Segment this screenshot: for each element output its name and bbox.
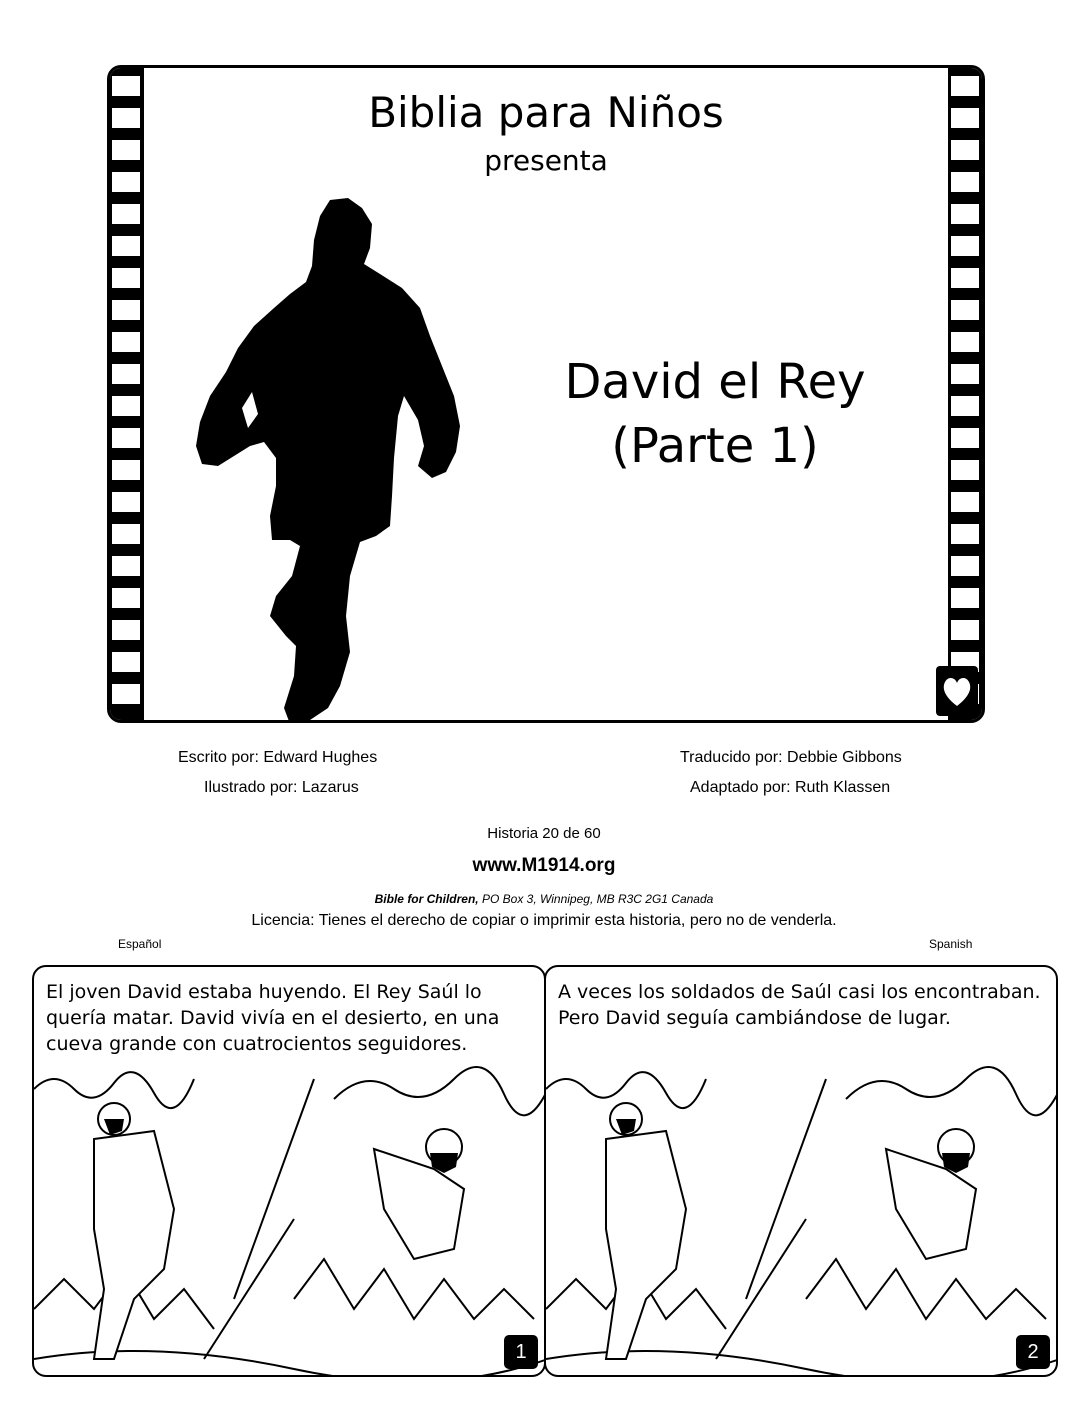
written-by: Escrito por: Edward Hughes: [178, 749, 378, 766]
language-label-left: Español: [118, 937, 162, 951]
story-title-line-1: David el Rey: [564, 354, 866, 410]
adapted-by: Adaptado por: Ruth Klassen: [690, 779, 891, 796]
address-rest: PO Box 3, Winnipeg, MB R3C 2G1 Canada: [478, 892, 714, 906]
film-hole: [951, 364, 979, 384]
film-hole: [112, 332, 140, 352]
address-org: Bible for Children,: [374, 892, 479, 906]
story-number: Historia 20 de 60: [487, 825, 601, 842]
film-hole: [951, 492, 979, 512]
story-panel-1: [32, 965, 546, 1377]
film-hole: [112, 268, 140, 288]
film-hole: [951, 460, 979, 480]
film-hole: [951, 332, 979, 352]
film-hole: [951, 588, 979, 608]
film-hole: [112, 396, 140, 416]
film-hole: [112, 204, 140, 224]
film-hole: [112, 620, 140, 640]
heart-logo-icon: [936, 666, 978, 716]
film-hole: [951, 236, 979, 256]
film-hole: [112, 524, 140, 544]
film-hole: [112, 588, 140, 608]
film-hole: [112, 236, 140, 256]
illustration-david-fleeing: [546, 1059, 1058, 1377]
page-number: 2: [1016, 1335, 1050, 1369]
film-hole: [951, 620, 979, 640]
license-text: Licencia: Tienes el derecho de copiar o imprimir esta historia, pero no de venderla.: [251, 912, 837, 929]
film-hole: [112, 460, 140, 480]
film-hole: [951, 396, 979, 416]
film-hole: [112, 364, 140, 384]
illustrated-by: Ilustrado por: Lazarus: [204, 779, 359, 796]
film-hole: [112, 556, 140, 576]
cover-frame: [107, 65, 985, 723]
film-hole: [951, 524, 979, 544]
film-hole: [951, 300, 979, 320]
address-line: [0, 892, 1088, 906]
story-panel-2: [544, 965, 1058, 1377]
language-label-right: Spanish: [929, 937, 973, 951]
film-hole: [112, 428, 140, 448]
presents-label: presenta: [484, 144, 608, 177]
film-hole: [951, 268, 979, 288]
film-hole: [112, 300, 140, 320]
illustration-david-fleeing: [34, 1059, 546, 1377]
film-hole: [112, 492, 140, 512]
series-title: Biblia para Niños: [368, 88, 724, 137]
website-link[interactable]: www.M1914.org: [472, 855, 616, 876]
story-title: [540, 350, 890, 478]
panel-text: El joven David estaba huyendo. El Rey Saúl lo quería matar. David vivía en el desierto, en una cueva grande con cuatrocientos seguidores.: [46, 981, 500, 1055]
panel-text: A veces los soldados de Saúl casi los encontraban. Pero David seguía cambiándose de lugar.: [558, 981, 1041, 1029]
film-hole: [951, 556, 979, 576]
film-hole: [951, 428, 979, 448]
page-number: 1: [504, 1335, 538, 1369]
film-hole: [112, 684, 140, 704]
film-hole: [951, 204, 979, 224]
translated-by: Traducido por: Debbie Gibbons: [680, 749, 902, 766]
film-hole: [112, 652, 140, 672]
running-man-silhouette: [180, 196, 510, 723]
story-title-line-2: (Parte 1): [611, 418, 819, 474]
